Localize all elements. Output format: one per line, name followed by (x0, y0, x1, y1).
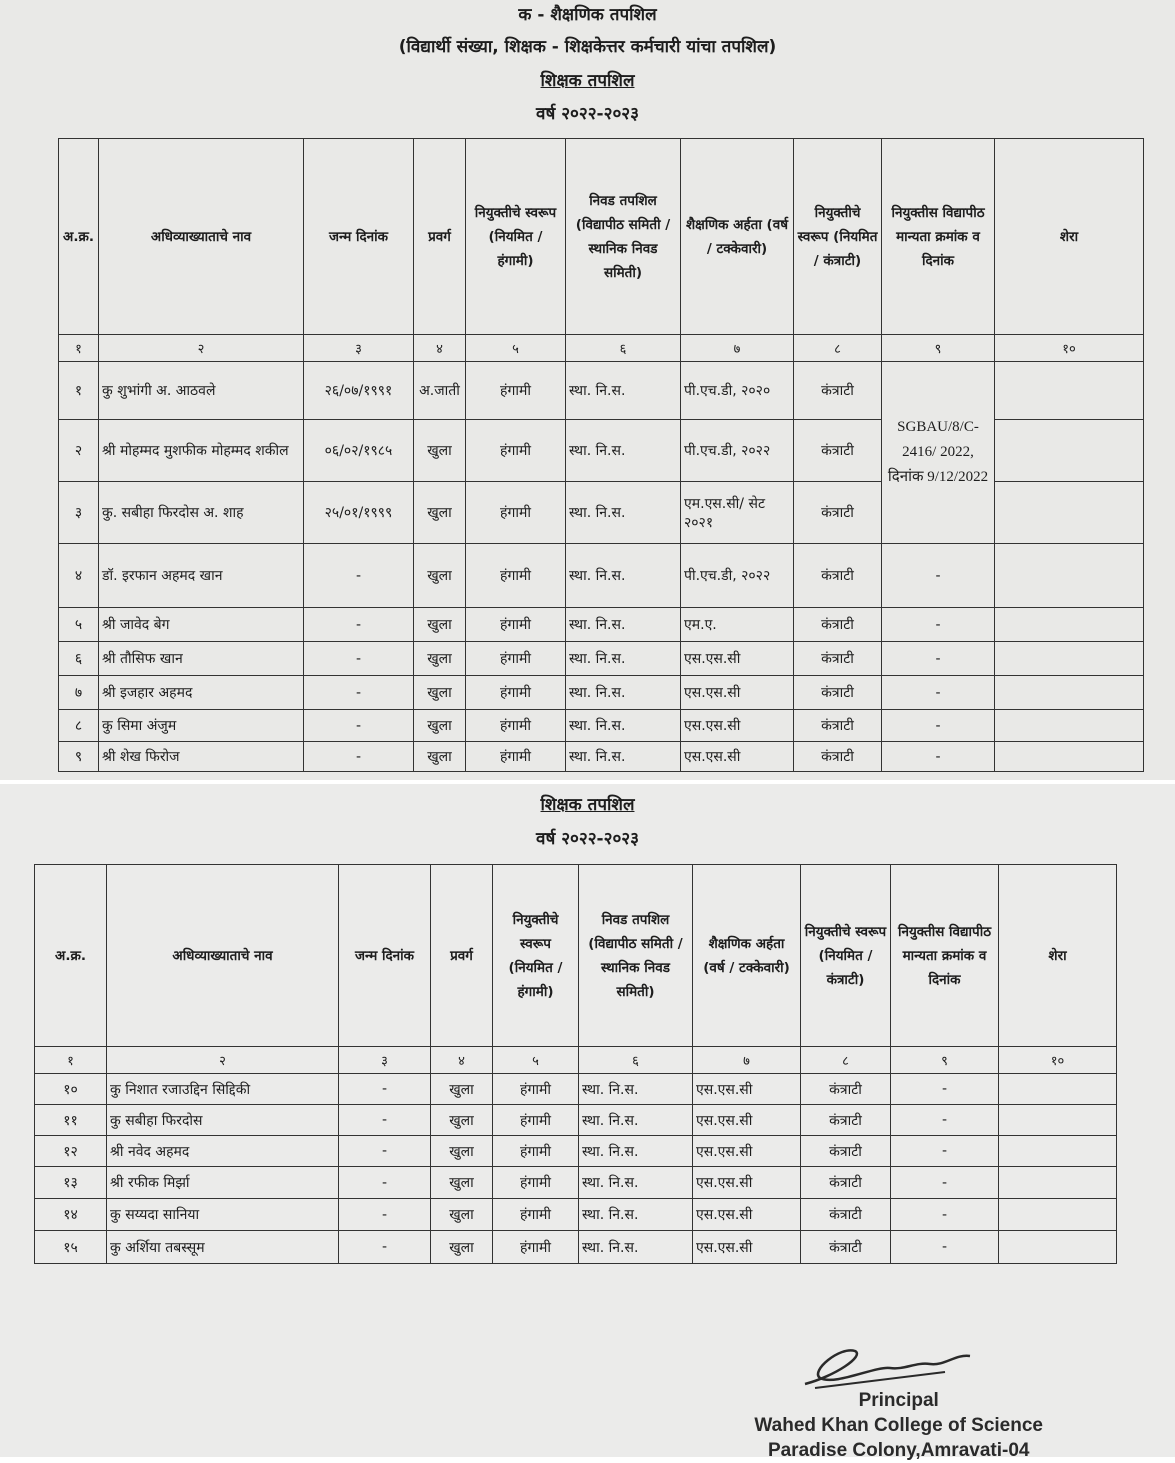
cell-approval: - (882, 642, 995, 676)
cell-appointment: कंत्राटी (794, 544, 882, 608)
cell-category: खुला (414, 608, 466, 642)
col-number: ४ (414, 335, 466, 362)
cell-qualification: एस.एस.सी (693, 1105, 801, 1136)
cell-remark (995, 608, 1144, 642)
cell-qualification: पी.एच.डी, २०२२ (681, 544, 794, 608)
col-number: ३ (304, 335, 414, 362)
cell-appointment: कंत्राटी (794, 642, 882, 676)
cell-approval-merged: SGBAU/8/C-2416/ 2022, दिनांक 9/12/2022 (882, 362, 995, 544)
cell-qualification: पी.एच.डी, २०२० (681, 362, 794, 420)
cell-dob: - (339, 1074, 431, 1105)
document-title: क - शैक्षणिक तपशिल (518, 5, 657, 25)
col-number: २ (99, 335, 304, 362)
cell-approval: - (882, 608, 995, 642)
cell-appointment: कंत्राटी (794, 676, 882, 710)
col-number: २ (107, 1047, 339, 1074)
cell-nature: हंगामी (466, 420, 566, 482)
cell-nature: हंगामी (466, 608, 566, 642)
cell-qualification: एस.एस.सी (693, 1167, 801, 1199)
cell-nature: हंगामी (493, 1136, 579, 1167)
table-row (59, 544, 1144, 608)
cell-name: डॉ. इरफान अहमद खान (99, 544, 304, 608)
col-number: ६ (579, 1047, 693, 1074)
cell-appointment: कंत्राटी (794, 608, 882, 642)
table-row (35, 1105, 1117, 1136)
cell-name: कु सबीहा फिरदोस (107, 1105, 339, 1136)
col-number: ३ (339, 1047, 431, 1074)
table-row (35, 1167, 1117, 1199)
col-header-selection: निवड तपशिल (विद्यापीठ समिती / स्थानिक निवड समिती) (566, 139, 681, 335)
cell-nature: हंगामी (466, 710, 566, 742)
col-number: ७ (693, 1047, 801, 1074)
cell-category: खुला (431, 1199, 493, 1231)
cell-selection: स्था. नि.स. (566, 362, 681, 420)
cell-selection: स्था. नि.स. (579, 1231, 693, 1264)
table-row (59, 362, 1144, 420)
cell-approval: - (891, 1199, 999, 1231)
cell-category: खुला (414, 710, 466, 742)
cell-dob: - (304, 742, 414, 772)
cell-appointment: कंत्राटी (794, 482, 882, 544)
cell-category: खुला (414, 742, 466, 772)
cell-qualification: एस.एस.सी (681, 676, 794, 710)
cell-appointment: कंत्राटी (801, 1105, 891, 1136)
cell-approval: - (882, 742, 995, 772)
column-number-row (35, 1047, 1117, 1074)
cell-selection: स्था. नि.स. (566, 642, 681, 676)
col-header-dob: जन्म दिनांक (339, 865, 431, 1047)
cell-appointment: कंत्राटी (794, 362, 882, 420)
cell-appointment: कंत्राटी (794, 742, 882, 772)
cell-name: श्री शेख फिरोज (99, 742, 304, 772)
table-row (35, 1136, 1117, 1167)
col-header-sr: अ.क्र. (59, 139, 99, 335)
cell-nature: हंगामी (466, 482, 566, 544)
col-header-approval: नियुक्तीस विद्यापीठ मान्यता क्रमांक व दिनांक (882, 139, 995, 335)
cell-approval: - (882, 544, 995, 608)
cell-sr: १५ (35, 1231, 107, 1264)
cell-selection: स्था. नि.स. (579, 1199, 693, 1231)
cell-nature: हंगामी (466, 742, 566, 772)
cell-approval: - (891, 1074, 999, 1105)
cell-sr: १ (59, 362, 99, 420)
cell-category: खुला (414, 482, 466, 544)
col-number: ८ (794, 335, 882, 362)
cell-nature: हंगामी (493, 1074, 579, 1105)
col-number: ६ (566, 335, 681, 362)
cell-appointment: कंत्राटी (794, 420, 882, 482)
cell-approval: - (891, 1105, 999, 1136)
cell-nature: हंगामी (493, 1199, 579, 1231)
cell-appointment: कंत्राटी (801, 1231, 891, 1264)
cell-dob: - (339, 1167, 431, 1199)
signature-title: Principal (858, 1390, 939, 1411)
col-number: १० (995, 335, 1144, 362)
col-header-selection: निवड तपशिल (विद्यापीठ समिती / स्थानिक निवड समिती) (579, 865, 693, 1047)
cell-category: खुला (414, 642, 466, 676)
cell-qualification: पी.एच.डी, २०२२ (681, 420, 794, 482)
cell-appointment: कंत्राटी (801, 1074, 891, 1105)
cell-sr: ४ (59, 544, 99, 608)
cell-remark (995, 544, 1144, 608)
cell-name: कु निशात रजाउद्दिन सिद्दिकी (107, 1074, 339, 1105)
cell-name: श्री तौसिफ खान (99, 642, 304, 676)
cell-name: श्री इजहार अहमद (99, 676, 304, 710)
cell-appointment: कंत्राटी (794, 710, 882, 742)
cell-dob: - (304, 676, 414, 710)
cell-remark (995, 420, 1144, 482)
col-header-appointment: नियुक्तीचे स्वरूप (नियमित / कंत्राटी) (794, 139, 882, 335)
teacher-table-page2 (34, 864, 1117, 1264)
cell-qualification: एस.एस.सी (693, 1231, 801, 1264)
cell-nature: हंगामी (466, 362, 566, 420)
cell-remark (999, 1199, 1117, 1231)
cell-sr: १३ (35, 1167, 107, 1199)
cell-qualification: एम.एस.सी/ सेट २०२१ (681, 482, 794, 544)
table-row (59, 608, 1144, 642)
col-header-remark: शेरा (999, 865, 1117, 1047)
cell-sr: ११ (35, 1105, 107, 1136)
cell-nature: हंगामी (466, 544, 566, 608)
cell-approval: - (891, 1231, 999, 1264)
cell-remark (995, 362, 1144, 420)
column-number-row (59, 335, 1144, 362)
col-number: ९ (882, 335, 995, 362)
col-number: ५ (493, 1047, 579, 1074)
col-number: ९ (891, 1047, 999, 1074)
college-address: Paradise Colony,Amravati-04 (767, 1440, 1030, 1461)
table-row (59, 710, 1144, 742)
cell-remark (999, 1105, 1117, 1136)
year-heading: वर्ष २०२२-२०२३ (536, 829, 639, 849)
cell-name: कु शुभांगी अ. आठवले (99, 362, 304, 420)
cell-approval: - (891, 1136, 999, 1167)
cell-sr: ५ (59, 608, 99, 642)
cell-remark (995, 482, 1144, 544)
document-subtitle: (विद्यार्थी संख्या, शिक्षक - शिक्षकेत्तर कर्मचारी यांचा तपशिल) (398, 37, 777, 57)
cell-dob: - (304, 608, 414, 642)
cell-name: कु सय्यदा सानिया (107, 1199, 339, 1231)
cell-nature: हंगामी (466, 642, 566, 676)
cell-name: श्री जावेद बेग (99, 608, 304, 642)
section-heading: शिक्षक तपशिल (540, 795, 635, 815)
cell-remark (995, 642, 1144, 676)
col-header-name: अधिव्याख्याताचे नाव (107, 865, 339, 1047)
table-header-row (59, 139, 1144, 335)
cell-selection: स्था. नि.स. (566, 420, 681, 482)
cell-dob: - (304, 710, 414, 742)
col-header-sr: अ.क्र. (35, 865, 107, 1047)
col-header-remark: शेरा (995, 139, 1144, 335)
cell-dob: २६/०७/१९९१ (304, 362, 414, 420)
table-header-row (35, 865, 1117, 1047)
col-number: १ (59, 335, 99, 362)
cell-qualification: एस.एस.सी (681, 642, 794, 676)
cell-nature: हंगामी (493, 1231, 579, 1264)
cell-sr: ७ (59, 676, 99, 710)
cell-dob: - (304, 642, 414, 676)
col-number: १० (999, 1047, 1117, 1074)
cell-remark (995, 742, 1144, 772)
cell-approval: - (891, 1167, 999, 1199)
col-number: ७ (681, 335, 794, 362)
cell-category: खुला (414, 544, 466, 608)
cell-nature: हंगामी (466, 676, 566, 710)
col-header-nature: नियुक्तीचे स्वरूप (नियमित / हंगामी) (493, 865, 579, 1047)
section-heading: शिक्षक तपशिल (540, 71, 635, 91)
cell-remark (995, 676, 1144, 710)
col-header-name: अधिव्याख्याताचे नाव (99, 139, 304, 335)
cell-sr: २ (59, 420, 99, 482)
cell-name: श्री रफीक मिर्झा (107, 1167, 339, 1199)
cell-qualification: एस.एस.सी (693, 1074, 801, 1105)
col-header-qualification: शैक्षणिक अर्हता (वर्ष / टक्केवारी) (681, 139, 794, 335)
table-row (59, 642, 1144, 676)
cell-dob: २५/०१/१९९९ (304, 482, 414, 544)
cell-qualification: एस.एस.सी (693, 1199, 801, 1231)
col-number: ८ (801, 1047, 891, 1074)
table-row (35, 1199, 1117, 1231)
cell-remark (999, 1074, 1117, 1105)
cell-sr: ८ (59, 710, 99, 742)
table-row (59, 742, 1144, 772)
cell-qualification: एम.ए. (681, 608, 794, 642)
cell-sr: ६ (59, 642, 99, 676)
table-row (59, 676, 1144, 710)
cell-name: श्री नवेद अहमद (107, 1136, 339, 1167)
col-number: १ (35, 1047, 107, 1074)
cell-selection: स्था. नि.स. (579, 1105, 693, 1136)
cell-selection: स्था. नि.स. (579, 1074, 693, 1105)
cell-selection: स्था. नि.स. (566, 544, 681, 608)
cell-sr: १० (35, 1074, 107, 1105)
signature-scrawl (795, 1336, 985, 1396)
cell-selection: स्था. नि.स. (566, 710, 681, 742)
table-row (35, 1074, 1117, 1105)
cell-remark (999, 1136, 1117, 1167)
teacher-table-page1 (58, 138, 1144, 772)
cell-appointment: कंत्राटी (801, 1199, 891, 1231)
cell-category: अ.जाती (414, 362, 466, 420)
cell-approval: - (882, 710, 995, 742)
cell-name: कु सिमा अंजुम (99, 710, 304, 742)
principal-signature-block (754, 1388, 1043, 1463)
cell-qualification: एस.एस.सी (693, 1136, 801, 1167)
cell-remark (995, 710, 1144, 742)
cell-sr: १४ (35, 1199, 107, 1231)
cell-sr: १२ (35, 1136, 107, 1167)
year-heading: वर्ष २०२२-२०२३ (536, 104, 639, 124)
cell-category: खुला (431, 1231, 493, 1264)
col-header-appointment: नियुक्तीचे स्वरूप (नियमित / कंत्राटी) (801, 865, 891, 1047)
cell-category: खुला (414, 676, 466, 710)
cell-nature: हंगामी (493, 1105, 579, 1136)
cell-approval: - (882, 676, 995, 710)
col-header-approval: नियुक्तीस विद्यापीठ मान्यता क्रमांक व दिनांक (891, 865, 999, 1047)
cell-dob: - (304, 544, 414, 608)
col-header-qualification: शैक्षणिक अर्हता (वर्ष / टक्केवारी) (693, 865, 801, 1047)
cell-selection: स्था. नि.स. (566, 482, 681, 544)
cell-qualification: एस.एस.सी (681, 710, 794, 742)
cell-selection: स्था. नि.स. (566, 742, 681, 772)
cell-sr: ३ (59, 482, 99, 544)
cell-dob: - (339, 1105, 431, 1136)
college-name: Wahed Khan College of Science (754, 1415, 1043, 1436)
cell-name: श्री मोहम्मद मुशफीक मोहम्मद शकील (99, 420, 304, 482)
cell-dob: - (339, 1136, 431, 1167)
cell-category: खुला (431, 1074, 493, 1105)
cell-dob: - (339, 1231, 431, 1264)
col-number: ४ (431, 1047, 493, 1074)
cell-nature: हंगामी (493, 1167, 579, 1199)
cell-appointment: कंत्राटी (801, 1136, 891, 1167)
cell-qualification: एस.एस.सी (681, 742, 794, 772)
col-header-category: प्रवर्ग (431, 865, 493, 1047)
col-header-nature: नियुक्तीचे स्वरूप (नियमित / हंगामी) (466, 139, 566, 335)
cell-sr: ९ (59, 742, 99, 772)
cell-remark (999, 1167, 1117, 1199)
cell-selection: स्था. नि.स. (579, 1167, 693, 1199)
cell-selection: स्था. नि.स. (566, 676, 681, 710)
cell-name: कु अर्शिया तबस्सूम (107, 1231, 339, 1264)
cell-selection: स्था. नि.स. (566, 608, 681, 642)
col-header-dob: जन्म दिनांक (304, 139, 414, 335)
cell-category: खुला (431, 1167, 493, 1199)
cell-category: खुला (414, 420, 466, 482)
cell-appointment: कंत्राटी (801, 1167, 891, 1199)
col-header-category: प्रवर्ग (414, 139, 466, 335)
col-number: ५ (466, 335, 566, 362)
cell-category: खुला (431, 1136, 493, 1167)
cell-name: कु. सबीहा फिरदोस अ. शाह (99, 482, 304, 544)
cell-dob: ०६/०२/१९८५ (304, 420, 414, 482)
table-row (35, 1231, 1117, 1264)
cell-selection: स्था. नि.स. (579, 1136, 693, 1167)
cell-dob: - (339, 1199, 431, 1231)
cell-remark (999, 1231, 1117, 1264)
cell-category: खुला (431, 1105, 493, 1136)
